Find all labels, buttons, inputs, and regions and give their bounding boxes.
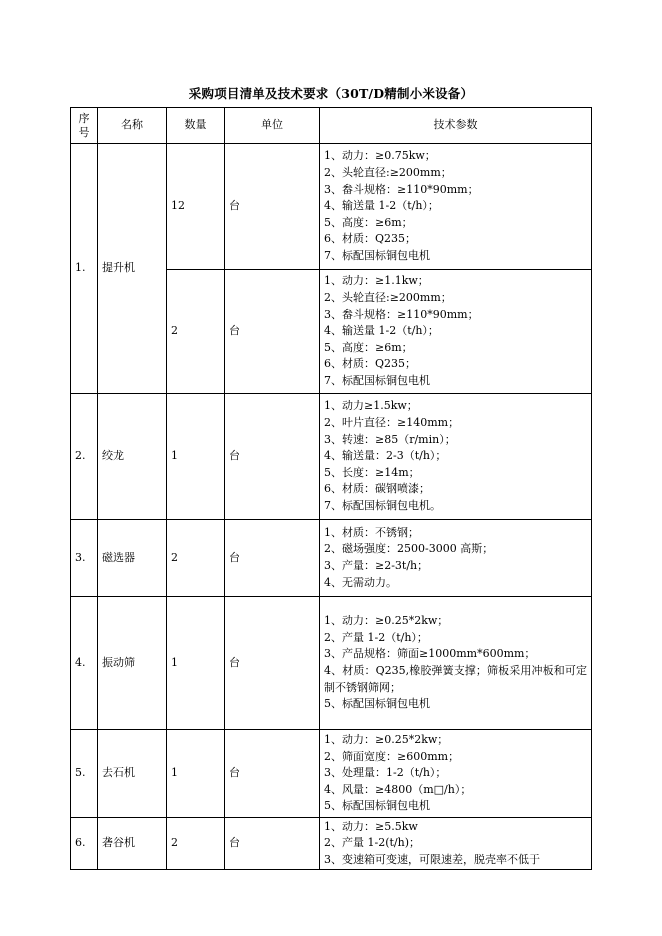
- table-row: [71, 144, 592, 270]
- row-qty: 12: [167, 144, 225, 270]
- row-params: [320, 144, 592, 270]
- row-seq: 6.: [71, 818, 98, 870]
- row-seq: 4.: [71, 597, 98, 730]
- param-line: 5、标配国标铜包电机: [324, 799, 430, 813]
- row-unit: 台: [225, 730, 320, 818]
- row-name: 提升机: [98, 144, 167, 394]
- param-line: 3、产品规格：筛面≥1000mm*600mm；: [324, 647, 536, 661]
- row-qty: 1: [167, 597, 225, 730]
- row-params: [320, 270, 592, 394]
- row-seq: 2.: [71, 394, 98, 520]
- param-line: 7、标配国标铜包电机: [324, 248, 430, 262]
- param-line: 2、产量 1-2（t/h）；: [324, 630, 428, 644]
- param-line: 1、动力：≥1.1kw；: [324, 274, 429, 288]
- param-line: 3、变速箱可变速，可限速差，脱壳率不低于: [324, 852, 540, 866]
- param-line: 2、产量 1-2(t/h)；: [324, 836, 421, 850]
- row-seq: 3.: [71, 520, 98, 597]
- param-line: 2、头轮直径:≥200mm；: [324, 166, 452, 180]
- param-line: 4、输送量：2-3（t/h）；: [324, 449, 447, 463]
- param-line: 6、材质：Q235；: [324, 232, 417, 246]
- param-line: 4、风量：≥4800（m□/h）；: [324, 782, 472, 796]
- param-line: 6、材质：Q235；: [324, 357, 417, 371]
- procurement-table: [70, 107, 592, 870]
- row-seq: 5.: [71, 730, 98, 818]
- param-line: 3、转速：≥85（r/min）；: [324, 432, 456, 446]
- row-qty: 2: [167, 270, 225, 394]
- param-line: 7、标配国标铜包电机: [324, 373, 430, 387]
- param-line: 1、材质：不锈钢；: [324, 525, 419, 539]
- param-line: 3、畚斗规格：≥110*90mm；: [324, 182, 479, 196]
- param-line: 3、产量：≥2-3t/h；: [324, 559, 429, 572]
- param-line: 1、动力≥1.5kw；: [324, 399, 418, 413]
- param-line: 1、动力：≥0.25*2kw；: [324, 733, 449, 747]
- param-line: 3、处理量：1-2（t/h）；: [324, 766, 447, 780]
- param-line: 2、叶片直径：≥140mm；: [324, 416, 460, 430]
- row-qty: 2: [167, 520, 225, 597]
- row-unit: 台: [225, 270, 320, 394]
- row-unit: 台: [225, 520, 320, 597]
- table-header-row: [71, 108, 592, 144]
- param-line: 2、筛面宽度：≥600mm；: [324, 749, 460, 763]
- header-name: 名称: [98, 108, 167, 144]
- row-qty: 1: [167, 730, 225, 818]
- table-row: [71, 818, 592, 870]
- param-line: 2、头轮直径:≥200mm；: [324, 291, 452, 305]
- row-name: 磁选器: [98, 520, 167, 597]
- row-params: [320, 818, 592, 870]
- row-params: [320, 597, 592, 730]
- param-line: 5、高度：≥6m；: [324, 340, 413, 354]
- param-line: 4、输送量 1-2（t/h）；: [324, 199, 439, 213]
- param-line: 3、畚斗规格：≥110*90mm；: [324, 307, 479, 321]
- header-qty: 数量: [167, 108, 225, 144]
- page-title: 采购项目清单及技术要求（30T/D精制小米设备）: [188, 86, 474, 101]
- row-name: 砻谷机: [98, 818, 167, 870]
- row-qty: 2: [167, 818, 225, 870]
- table-row: [71, 730, 592, 818]
- param-line: 4、无需动力。: [324, 575, 397, 589]
- param-line: 4、输送量 1-2（t/h）；: [324, 324, 439, 338]
- param-line: 2、磁场强度：2500-3000 高斯；: [324, 542, 494, 556]
- row-name: 去石机: [98, 730, 167, 818]
- table-row: [71, 394, 592, 520]
- param-line: 4、材质：Q235,橡胶弹簧支撑；筛板采用冲板和可定制不锈钢筛网；: [324, 664, 587, 694]
- row-qty: 1: [167, 394, 225, 520]
- table-row: [71, 597, 592, 730]
- row-name: 绞龙: [98, 394, 167, 520]
- header-unit: 单位: [225, 108, 320, 144]
- row-unit: 台: [225, 818, 320, 870]
- param-line: 5、标配国标铜包电机: [324, 697, 430, 711]
- header-params: 技术参数: [320, 108, 592, 144]
- param-line: 5、高度：≥6m；: [324, 215, 413, 229]
- row-unit: 台: [225, 144, 320, 270]
- table-row: [71, 520, 592, 597]
- param-line: 1、动力：≥0.75kw；: [324, 149, 436, 163]
- row-seq: 1.: [71, 144, 98, 394]
- header-seq: 序 号: [71, 108, 98, 144]
- row-params: [320, 520, 592, 597]
- row-params: [320, 730, 592, 818]
- row-params: [320, 394, 592, 520]
- row-unit: 台: [225, 394, 320, 520]
- param-line: 1、动力：≥5.5kw: [324, 819, 418, 833]
- param-line: 1、动力：≥0.25*2kw；: [324, 614, 449, 628]
- row-unit: 台: [225, 597, 320, 730]
- param-line: 5、长度：≥14m；: [324, 465, 420, 479]
- param-line: 6、材质：碳钢喷漆；: [324, 482, 430, 496]
- param-line: 7、标配国标铜包电机。: [324, 498, 441, 512]
- row-name: 振动筛: [98, 597, 167, 730]
